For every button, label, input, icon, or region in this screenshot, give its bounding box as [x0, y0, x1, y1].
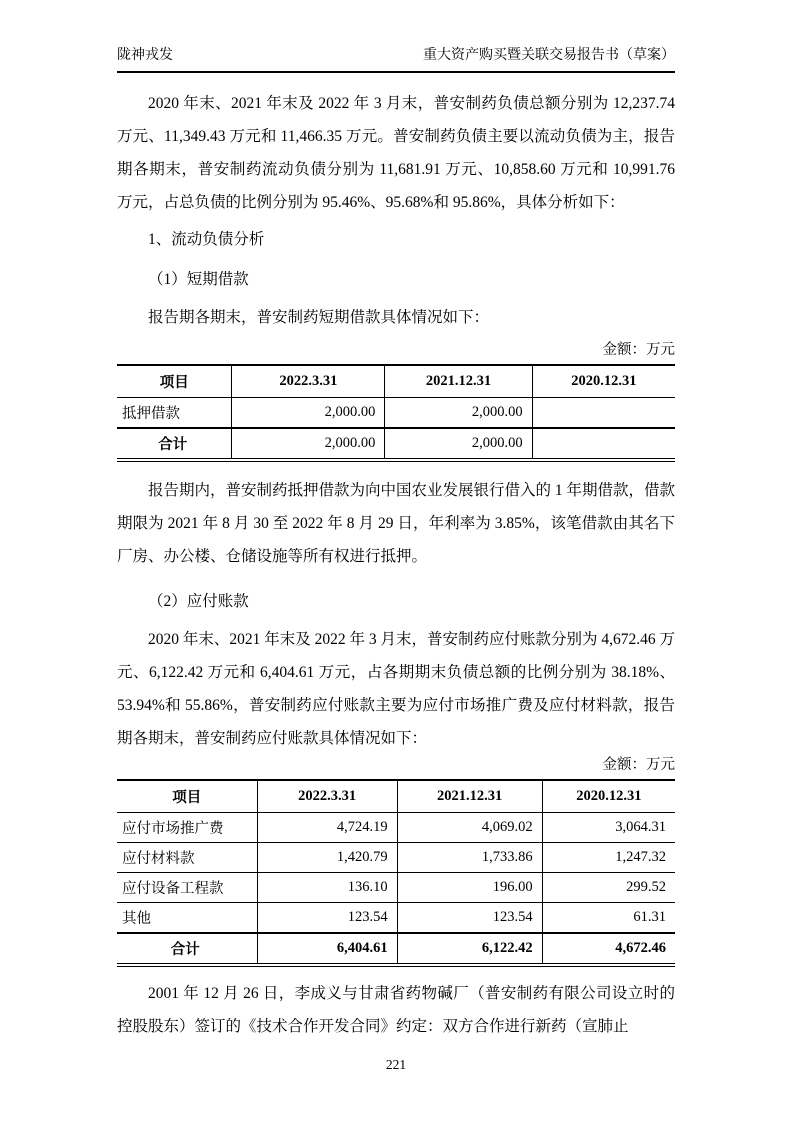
- cell-value: [532, 398, 675, 429]
- cell-value: 123.54: [257, 903, 397, 934]
- table-header-row: [117, 780, 675, 813]
- page-header: [117, 46, 675, 73]
- row-label: 其他: [117, 903, 257, 934]
- col-header-item: 项目: [117, 365, 232, 398]
- heading-short-term-loans: （1）短期借款: [148, 271, 249, 288]
- cell-value: 6,122.42: [397, 933, 542, 965]
- table-row: [117, 903, 675, 934]
- cell-value: 1,420.79: [257, 843, 397, 873]
- cell-value: 61.31: [542, 903, 675, 934]
- cell-value: 4,724.19: [257, 813, 397, 843]
- col-header-2020-12-31: 2020.12.31: [532, 365, 675, 398]
- table-row: [117, 813, 675, 843]
- table-total-row: [117, 428, 675, 460]
- heading-accounts-payable: （2）应付账款: [148, 593, 249, 610]
- col-header-item: 项目: [117, 780, 257, 813]
- accounts-payable-table: [117, 779, 675, 967]
- cell-value: 2,000.00: [385, 428, 532, 460]
- cell-value: 2,000.00: [232, 428, 385, 460]
- row-label: 应付设备工程款: [117, 873, 257, 903]
- para-accounts-payable-overview: 2020 年末、2021 年末及 2022 年 3 月末，普安制药应付账款分别为 4,672.46 万元、6,122.42 万元和 6,404.61 万元，占各期期末负债总额的比例分别为 38.18%、53.94%和 55.86%，普安制药应付账款主要为应付市场推广费及应付材料款，报告期各期末，普安制药应付账款具体情况如下：: [117, 631, 676, 747]
- cell-value: 1,733.86: [397, 843, 542, 873]
- row-label: 合计: [117, 933, 257, 965]
- cell-value: 1,247.32: [542, 843, 675, 873]
- table-total-row: [117, 933, 675, 965]
- table-row: [117, 873, 675, 903]
- cell-value: 3,064.31: [542, 813, 675, 843]
- table-header-row: [117, 365, 675, 398]
- header-report-title: 重大资产购买暨关联交易报告书（草案）: [423, 48, 675, 63]
- cell-value: 299.52: [542, 873, 675, 903]
- heading-current-liabilities: 1、流动负债分析: [148, 231, 265, 248]
- cell-value: 2,000.00: [385, 398, 532, 429]
- cell-value: 123.54: [397, 903, 542, 934]
- cell-value: 2,000.00: [232, 398, 385, 429]
- unit-label-short-term-loan-table: 金额：万元: [602, 342, 675, 358]
- short-term-loan-table: [117, 364, 675, 462]
- col-header-2021-12-31: 2021.12.31: [397, 780, 542, 813]
- row-label: 应付市场推广费: [117, 813, 257, 843]
- table-row: [117, 843, 675, 873]
- cell-value: 4,672.46: [542, 933, 675, 965]
- row-label: 应付材料款: [117, 843, 257, 873]
- page-number: 221: [385, 1057, 407, 1072]
- unit-label-accounts-payable-table: 金额：万元: [602, 757, 675, 773]
- col-header-2022-3-31: 2022.3.31: [232, 365, 385, 398]
- cell-value: 196.00: [397, 873, 542, 903]
- col-header-2022-3-31: 2022.3.31: [257, 780, 397, 813]
- row-label: 合计: [117, 428, 232, 460]
- cell-value: 4,069.02: [397, 813, 542, 843]
- table-row: [117, 398, 675, 429]
- para-technology-contract: 2001 年 12 月 26 日，李成义与甘肃省药物碱厂（普安制药有限公司设立时的控股股东）签订的《技术合作开发合同》约定：双方合作进行新药（宣肺止: [117, 985, 675, 1035]
- col-header-2020-12-31: 2020.12.31: [542, 780, 675, 813]
- para-liabilities-overview: 2020 年末、2021 年末及 2022 年 3 月末，普安制药负债总额分别为 12,237.74 万元、11,349.43 万元和 11,466.35 万元。普安制药负债主要以流动负债为主，报告期各期末，普安制药流动负债分别为 11,681.91 万元、10,858.60 万元和 10,991.76 万元，占总负债的比例分别为 95.46%、95.68%和 95.86%，具体分析如下：: [117, 95, 675, 211]
- col-header-2021-12-31: 2021.12.31: [385, 365, 532, 398]
- cell-value: 136.10: [257, 873, 397, 903]
- cell-value: 6,404.61: [257, 933, 397, 965]
- row-label: 抵押借款: [117, 398, 232, 429]
- cell-value: [532, 428, 675, 460]
- para-loan-details: 报告期内，普安制药抵押借款为向中国农业发展银行借入的 1 年期借款，借款期限为 2021 年 8 月 30 至 2022 年 8 月 29 日，年利率为 3.85%，该笔借款由其名下厂房、办公楼、仓储设施等所有权进行抵押。: [117, 482, 676, 565]
- header-company-name: 陇神戎发: [117, 48, 173, 63]
- para-short-term-loans-intro: 报告期各期末，普安制药短期借款具体情况如下：: [148, 309, 490, 326]
